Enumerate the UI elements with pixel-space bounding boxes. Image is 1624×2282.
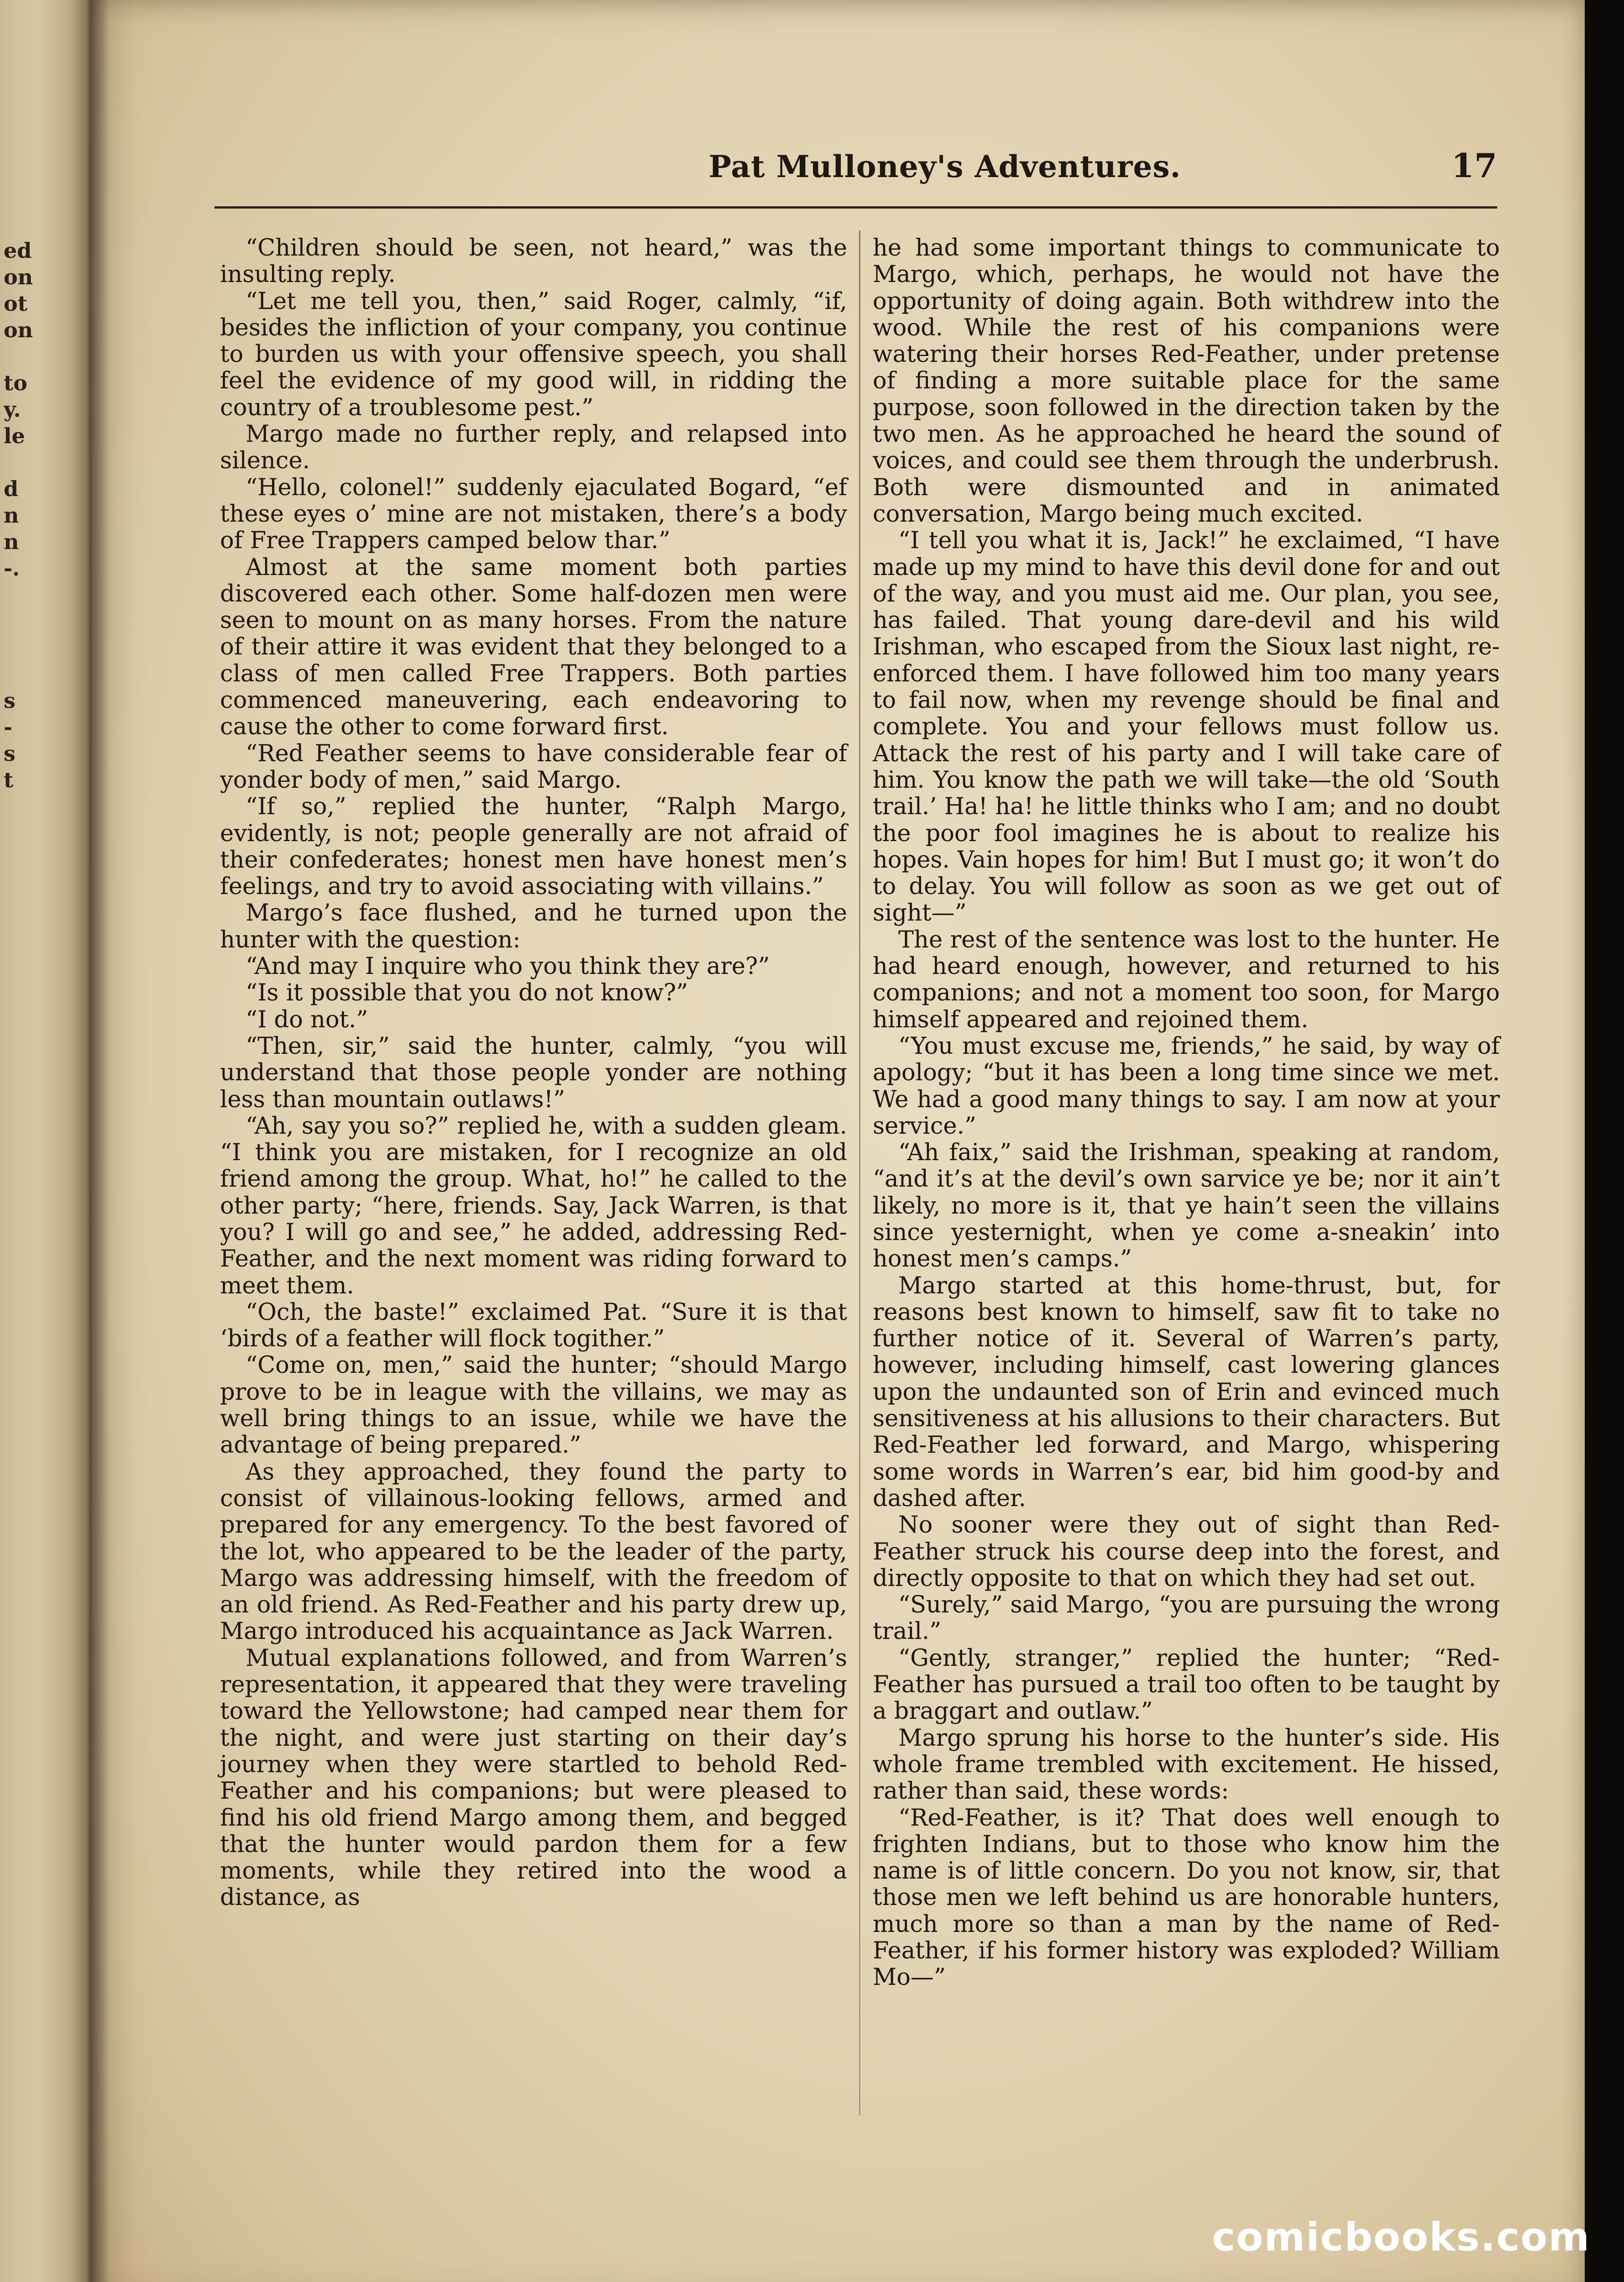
page-number: 17: [1451, 146, 1497, 185]
adjacent-page-fragment: s: [4, 688, 16, 713]
adjacent-page-fragment: on: [4, 318, 33, 342]
paragraph: Margo sprung his horse to the hunter’s side. His whole frame trembled with excitement. He hissed, rather than said, these words:: [873, 1724, 1500, 1805]
adjacent-page-fragment: n: [4, 503, 19, 528]
paragraph: he had some important things to communicate to Margo, which, perhaps, he would not have the opportunity of doing again. Both withdrew into the wood. While the rest of his companions were watering their horses Red-Feather, under pretense of finding a more suitable place for the same purpose, soon followed in the direction taken by the two men. As he approached he heard the sound of voices, and could see them through the underbrush. Both were dismounted and in animated conversation, Margo being much excited.: [873, 235, 1500, 528]
paragraph: As they approached, they found the party to consist of villainous-looking fellows, armed and prepared for any emergency. To the best favored of the lot, who appeared to be the leader of the party, Margo was addressing himself, with the freedom of an old friend. As Red-Feather and his party drew up, Margo introduced his acquaintance as Jack Warren.: [220, 1458, 847, 1645]
paragraph: Mutual explanations followed, and from Warren’s representation, it appeared that they were traveling toward the Yellowstone; had camped near them for the night, and were just starting on their day’s journey when they were startled to behold Red-Feather and his companions; but were pleased to find his old friend Margo among them, and begged that the hunter would pardon them for a few moments, while they retired into the wood a distance, as: [220, 1644, 847, 1911]
adjacent-page-fragment: y.: [4, 397, 21, 422]
paragraph: “Come on, men,” said the hunter; “should Margo prove to be in league with the villains, we may as well bring things to an issue, while we have the advantage of being prepared.”: [220, 1352, 847, 1459]
header-rule: [215, 206, 1497, 209]
paragraph: “And may I inquire who you think they are?”: [246, 953, 770, 980]
paragraph: “You must excuse me, friends,” he said, by way of apology; “but it has been a long time since we met. We had a good many things to say. I am now at your service.”: [873, 1032, 1500, 1140]
adjacent-page-fragment: on: [4, 265, 33, 289]
adjacent-page-fragment: [4, 608, 45, 634]
paragraph: “Och, the baste!” exclaimed Pat. “Sure it is that ‘birds of a feather will flock togither.”: [220, 1298, 847, 1353]
paragraph: “If so,” replied the hunter, “Ralph Margo, evidently, is not; people generally are not afraid of their confederates; honest men have honest men’s feelings, and try to avoid associating with villains.”: [220, 793, 847, 900]
adjacent-page-fragment: s: [4, 741, 16, 766]
paragraph: “Red-Feather, is it? That does well enough to frighten Indians, but to those who know him the name is of little concern. Do you not know, sir, that those men we left behind us are honorable hunters, much more so than a man by the name of Red-Feather, if his former history was exploded? William Mo—”: [873, 1804, 1500, 1991]
adjacent-page-fragment: [4, 634, 45, 661]
paragraph: “Let me tell you, then,” said Roger, calmly, “if, besides the infliction of your company, you continue to burden us with your offensive speech, you shall feel the evidence of my good will, in ridding the country of a troublesome pest.”: [220, 288, 847, 421]
adjacent-page-fragment: [4, 581, 45, 608]
paragraph: “Then, sir,” said the hunter, calmly, “you will understand that those people yonder are nothing less than mountain outlaws!”: [220, 1032, 847, 1113]
paragraph: “I tell you what it is, Jack!” he exclaimed, “I have made up my mind to have this devil done for and out of the way, and you must aid me. Our plan, you see, has failed. That young dare-devil and his wild Irishman, who escaped from the Sioux last night, re-enforced them. I have followed him too many years to fail now, when my revenge should be final and complete. You and your fellows must follow us. Attack the rest of his party and I will take care of him. You know the path we will take—the old ‘South trail.’ Ha! ha! he little thinks who I am; and no doubt the poor fool imagines he is about to realize his hopes. Vain hopes for him! But I must go; it won’t do to delay. You will follow as soon as we get out of sight—”: [873, 527, 1500, 927]
paragraph: “Children should be seen, not heard,” was the insulting reply.: [220, 235, 847, 288]
paragraph: Margo made no further reply, and relapsed into silence.: [220, 421, 847, 475]
paragraph: No sooner were they out of sight than Red-Feather struck his course deep into the forest, and directly opposite to that on which they had set out.: [873, 1512, 1500, 1592]
adjacent-page-fragment: ot: [4, 291, 27, 316]
column-divider: [859, 230, 860, 2115]
paragraph: “Gently, stranger,” replied the hunter; “Red-Feather has pursued a trail too often to be taught by a braggart and outlaw.”: [873, 1644, 1500, 1725]
paragraph: “Surely,” said Margo, “you are pursuing the wrong trail.”: [873, 1591, 1500, 1645]
adjacent-page-fragment: n: [4, 529, 19, 554]
paragraph: “Is it possible that you do not know?”: [246, 979, 688, 1007]
adjacent-page-fragment: -.: [4, 556, 20, 581]
page-gutter: [91, 0, 110, 2282]
text-column-right: [873, 235, 1500, 1991]
adjacent-page-fragment: ed: [4, 238, 32, 263]
adjacent-page-fragment: [4, 449, 45, 476]
paragraph: Margo’s face flushed, and he turned upon the hunter with the question:: [220, 900, 847, 953]
paragraph: The rest of the sentence was lost to the hunter. He had heard enough, however, and returned to his companions; and not a moment too soon, for Margo himself appeared and rejoined them.: [873, 926, 1500, 1033]
adjacent-page-edge: [0, 0, 94, 2282]
adjacent-page-fragment: le: [4, 424, 25, 448]
adjacent-page-fragment: t: [4, 768, 14, 792]
paragraph: Margo started at this home-thrust, but, for reasons best known to himself, saw fit to take no further notice of it. Several of Warren’s party, however, including himself, cast lowering glances upon the undaunted son of Erin and evinced much sensitiveness at his allusions to their characters. But Red-Feather led forward, and Margo, whispering some words in Warren’s ear, bid him good-by and dashed after.: [873, 1272, 1500, 1512]
watermark: comicbooks.com: [1212, 2214, 1590, 2260]
adjacent-page-fragment: [4, 661, 45, 687]
adjacent-page-text: [4, 237, 45, 793]
paragraph: “I do not.”: [246, 1006, 368, 1033]
text-column-left: [220, 235, 847, 1911]
paragraph: “Ah faix,” said the Irishman, speaking at random, “and it’s at the devil’s own sarvice ye be; nor it ain’t likely, no more is it, that ye hain’t seen the villains since yesternight, when ye come a-sneakin’ into honest men’s camps.”: [873, 1139, 1500, 1273]
paragraph: “Ah, say you so?” replied he, with a sudden gleam. “I think you are mistaken, for I recognize an old friend among the group. What, ho!” he called to the other party; “here, friends. Say, Jack Warren, is that you? I will go and see,” he added, addressing Red-Feather, and the next moment was riding forward to meet them.: [220, 1112, 847, 1299]
running-header: [215, 146, 1497, 201]
paragraph: Almost at the same moment both parties discovered each other. Some half-dozen men were seen to mount on as many horses. From the nature of their attire it was evident that they belonged to a class of men called Free Trappers. Both parties commenced maneuvering, each endeavoring to cause the other to come forward first.: [220, 554, 847, 741]
paragraph: “Red Feather seems to have considerable fear of yonder body of men,” said Margo.: [220, 740, 847, 794]
running-title: Pat Mulloney's Adventures.: [708, 149, 1181, 184]
adjacent-page-fragment: d: [4, 476, 19, 501]
adjacent-page-fragment: -: [4, 715, 13, 739]
adjacent-page-fragment: [4, 343, 45, 370]
adjacent-page-fragment: to: [4, 371, 27, 395]
paragraph: “Hello, colonel!” suddenly ejaculated Bogard, “ef these eyes o’ mine are not mistaken, there’s a body of Free Trappers camped below thar.”: [220, 474, 847, 555]
